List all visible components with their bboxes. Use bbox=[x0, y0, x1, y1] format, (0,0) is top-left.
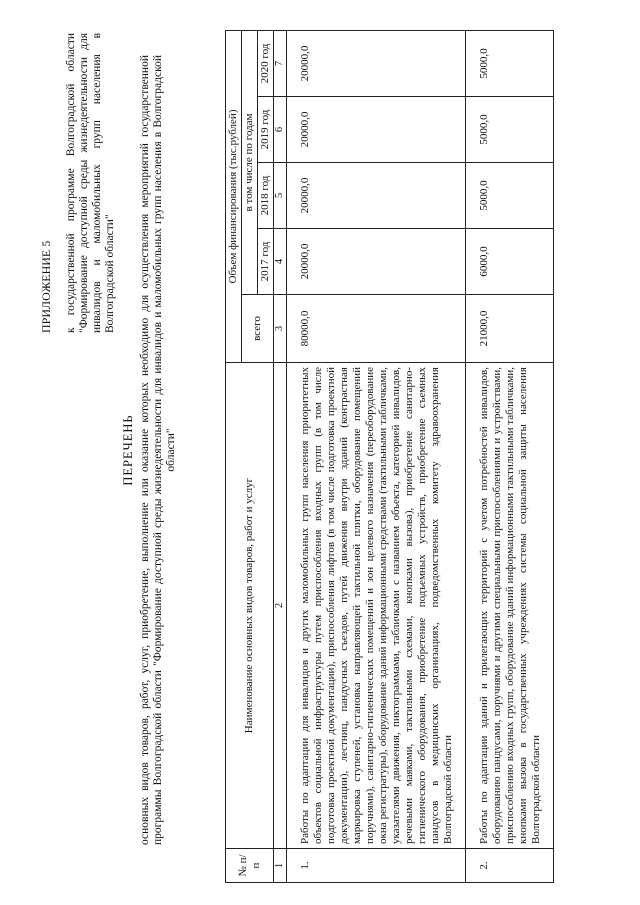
header-volume: Объем финансирования (тыс.рублей) bbox=[226, 30, 242, 362]
column-number: 1 bbox=[274, 849, 287, 883]
table-row bbox=[466, 30, 554, 882]
goods-works-table bbox=[225, 30, 554, 883]
appendix-block bbox=[40, 33, 117, 333]
column-number: 3 bbox=[274, 295, 287, 363]
appendix-body: к государственной программе Волгоградской области "Формирование доступной среды жизнедеятельности для инвалидов и маломобильных групп населения в Волгоградской области" bbox=[65, 33, 116, 333]
appendix-title: ПРИЛОЖЕНИЕ 5 bbox=[39, 240, 53, 333]
column-number: 2 bbox=[274, 363, 287, 849]
header-total: всего bbox=[242, 295, 274, 363]
column-number: 5 bbox=[274, 163, 287, 229]
column-number: 7 bbox=[274, 30, 287, 96]
row-total: 21000,0 bbox=[466, 295, 554, 363]
row-2019: 20000,0 bbox=[287, 97, 466, 163]
row-number: 2. bbox=[466, 849, 554, 883]
header-year-2020: 2020 год bbox=[258, 30, 274, 96]
row-2019: 5000,0 bbox=[466, 97, 554, 163]
column-number: 4 bbox=[274, 229, 287, 295]
row-2018: 20000,0 bbox=[287, 163, 466, 229]
row-description: Работы по адаптации для инвалидов и других маломобильных групп населения приоритетных объектов социальной инфраструктуры путем приспособления входных групп (в том числе подготовка проектной документации), приспособления лифтов (в том числе подготовка проектной документации), лестниц, пандусных съездов, путей движения внутри зданий (контрастная маркировка ступеней, установка направляющей тактильной плитки, оборудование помещений поручнями), санитарно-гигиенических помещений и зон целевого назначения (переоборудование окна регистратуры), оборудование зданий информационными средствами (тактильными табличками, указателями движения, пиктограммами, табличками с названием объекта, категорией инвалидов, речевыми маяками, тактильными схемами, кнопками вызова), приобретение санитарно-гигиенического оборудования, приобретение подъемных устройств, приобретение съемных пандусов в медицинских организациях, подведомственных комитету здравоохранения Волгоградской области bbox=[287, 363, 466, 849]
document-title: ПЕРЕЧЕНЬ bbox=[121, 414, 135, 486]
row-description: Работы по адаптации зданий и прилегающих территорий с учетом потребностей инвалидов, оборудованию пандусами, поручнями и другими специальными приспособлениями и устройствами, приспособлению входных групп, оборудование зданий информационными тактильными табличками, кнопками вызова в государственных учреждениях системы социальной защиты населения Волгоградской области bbox=[466, 363, 554, 849]
header-name: Наименование основных видов товаров, работ и услуг bbox=[226, 363, 274, 849]
row-2020: 20000,0 bbox=[287, 30, 466, 96]
row-number: 1. bbox=[287, 849, 466, 883]
column-number: 6 bbox=[274, 97, 287, 163]
header-by-years: в том числе по годам bbox=[242, 30, 258, 294]
header-year-2018: 2018 год bbox=[258, 163, 274, 229]
header-year-2017: 2017 год bbox=[258, 229, 274, 295]
row-total: 80000,0 bbox=[287, 295, 466, 363]
row-2018: 5000,0 bbox=[466, 163, 554, 229]
header-year-2019: 2019 год bbox=[258, 97, 274, 163]
row-2020: 5000,0 bbox=[466, 30, 554, 96]
row-2017: 6000,0 bbox=[466, 229, 554, 295]
document-heading bbox=[122, 55, 178, 845]
header-num: № п/п bbox=[226, 849, 274, 883]
table-row bbox=[287, 30, 466, 882]
document-subtitle: основных видов товаров, работ, услуг, приобретение, выполнение или оказание которых необходимо для осуществления мероприятий государственной программы Волгоградской области "Формирование доступной среды жизнедеятельности для инвалидов и маломобильных групп населения в Волгоградской области" bbox=[139, 55, 177, 845]
row-2017: 20000,0 bbox=[287, 229, 466, 295]
